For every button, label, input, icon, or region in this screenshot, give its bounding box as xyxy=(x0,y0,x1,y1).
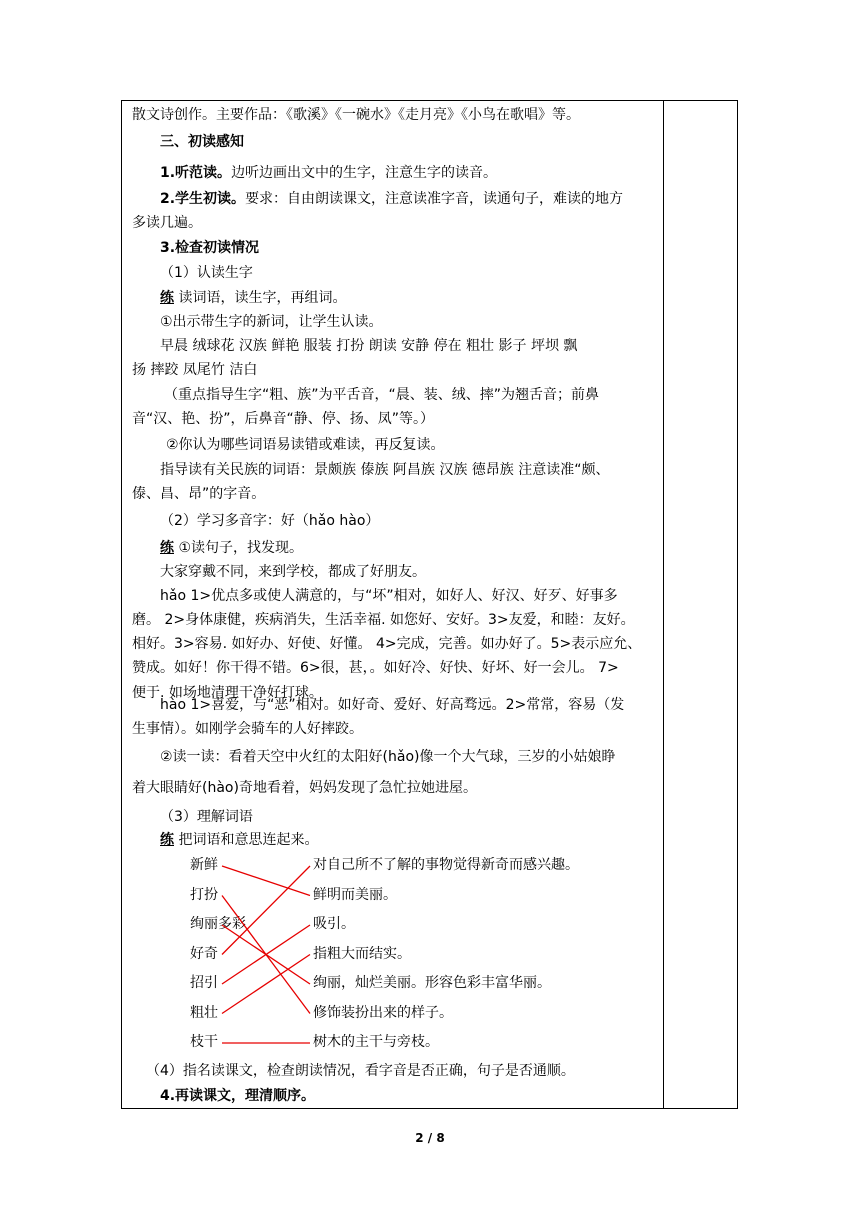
text-line xyxy=(160,164,497,182)
step-title: 4.再读课文，理清顺序。 xyxy=(160,1088,316,1104)
exercise-text: 读词语，读生字，再组词。 xyxy=(174,290,347,306)
matching-meaning: 绚丽，灿烂美丽。形容色彩丰富华丽。 xyxy=(313,975,551,991)
exercise-tag: 练 xyxy=(160,540,174,556)
word-list: 早晨 绒球花 汉族 鲜艳 服装 打扮 朗读 安静 停在 粗壮 影子 坪坝 飘 xyxy=(160,338,578,354)
text-line xyxy=(160,190,623,208)
text-line: （重点指导生字“粗、族”为平舌音，“晨、装、绒、摔”为翘舌音；前鼻 xyxy=(164,387,600,403)
text-line: ①出示带生字的新词，让学生认读。 xyxy=(160,314,383,330)
step-title: 3.检查初读情况 xyxy=(160,240,260,256)
step-text: 边听边画出文中的生字，注意生字的读音。 xyxy=(231,165,498,181)
sub-heading: （1）认读生字 xyxy=(160,265,253,281)
text-line: 音“汉、艳、扮”，后鼻音“静、停、扬、凤”等。） xyxy=(132,411,435,427)
matching-word: 粗壮 xyxy=(190,1004,218,1021)
exercise-text: ①读句子，找发现。 xyxy=(174,540,304,556)
matching-word: 绚丽多彩 xyxy=(190,916,246,932)
page-number: 2 / 8 xyxy=(415,1131,445,1145)
matching-meaning: 树木的主干与旁枝。 xyxy=(313,1034,439,1050)
text-line xyxy=(160,831,318,849)
exercise-tag: 练 xyxy=(160,832,174,848)
matching-word: 枝干 xyxy=(190,1034,218,1050)
text-line: 着大眼睛好(hào)奇地看着，妈妈发现了急忙拉她进屋。 xyxy=(132,780,477,796)
word-list: 扬 摔跤 凤尾竹 洁白 xyxy=(132,362,258,378)
text-line: ②读一读：看着天空中火红的太阳好(hǎo)像一个大气球，三岁的小姑娘睁 xyxy=(160,749,616,765)
matching-word: 新鲜 xyxy=(190,857,218,873)
text-line: 大家穿戴不同，来到学校，都成了好朋友。 xyxy=(160,564,426,580)
text-line: 散文诗创作。主要作品：《歌溪》《一碗水》《走月亮》《小鸟在歌唱》等。 xyxy=(132,107,580,123)
text-line: hào 1>喜爱，与“恶”相对。如好奇、爱好、好高骛远。2>常常，容易（发 xyxy=(160,697,625,713)
matching-word: 好奇 xyxy=(190,945,218,962)
step-title: 2.学生初读。 xyxy=(160,191,246,207)
step-title: 1.听范读。 xyxy=(160,165,232,181)
text-line xyxy=(160,539,303,557)
text-line: 多读几遍。 xyxy=(132,215,202,231)
step-text: 要求：自由朗读课文，注意读准字音，读通句子，难读的地方 xyxy=(245,191,624,207)
sub-heading: （2）学习多音字：好（hǎo hào） xyxy=(160,513,380,529)
text-line: 指导读有关民族的词语：景颇族 傣族 阿昌族 汉族 德昂族 注意读准“颇、 xyxy=(160,462,610,478)
sub-heading: （3）理解词语 xyxy=(160,809,253,825)
matching-word: 打扮 xyxy=(190,886,218,903)
matching-meaning: 对自己所不了解的事物觉得新奇而感兴趣。 xyxy=(313,857,579,873)
text-line: 赞成。如好！你干得不错。6>很，甚，。如好冷、好快、好坏、好一会儿。 7> xyxy=(132,660,619,676)
text-line: 傣、昌、昂”的字音。 xyxy=(132,486,266,502)
text-line: 相好。3>容易. 如好办、好使、好懂。 4>完成，完善。如办好了。5>表示应允、 xyxy=(132,636,642,652)
matching-meaning: 吸引。 xyxy=(313,916,355,932)
matching-word: 招引 xyxy=(190,975,218,991)
text-line: 便于. 如场地清理干净好打球。 xyxy=(132,685,323,701)
section-heading: 三、初读感知 xyxy=(160,134,244,150)
matching-meaning: 鲜明而美丽。 xyxy=(313,886,397,903)
text-line: ②你认为哪些词语易读错或难读，再反复读。 xyxy=(166,437,445,453)
text-line: 生事情）。如刚学会骑车的人好摔跤。 xyxy=(132,721,363,737)
column-divider xyxy=(663,101,664,1108)
matching-meaning: 指粗大而结实。 xyxy=(313,945,411,962)
exercise-text: 把词语和意思连起来。 xyxy=(174,832,319,848)
text-line: 磨。 2>身体康健，疾病消失，生活幸福. 如您好、安好。3>友爱，和睦：友好。 xyxy=(132,612,635,628)
matching-meaning: 修饰装扮出来的样子。 xyxy=(313,1004,453,1021)
text-line xyxy=(160,289,346,307)
exercise-tag: 练 xyxy=(160,290,174,306)
text-line: （4）指名读课文，检查朗读情况，看字音是否正确，句子是否通顺。 xyxy=(146,1063,575,1079)
text-line: hǎo 1>优点多或使人满意的，与“坏”相对，如好人、好汉、好歹、好事多 xyxy=(160,588,618,604)
